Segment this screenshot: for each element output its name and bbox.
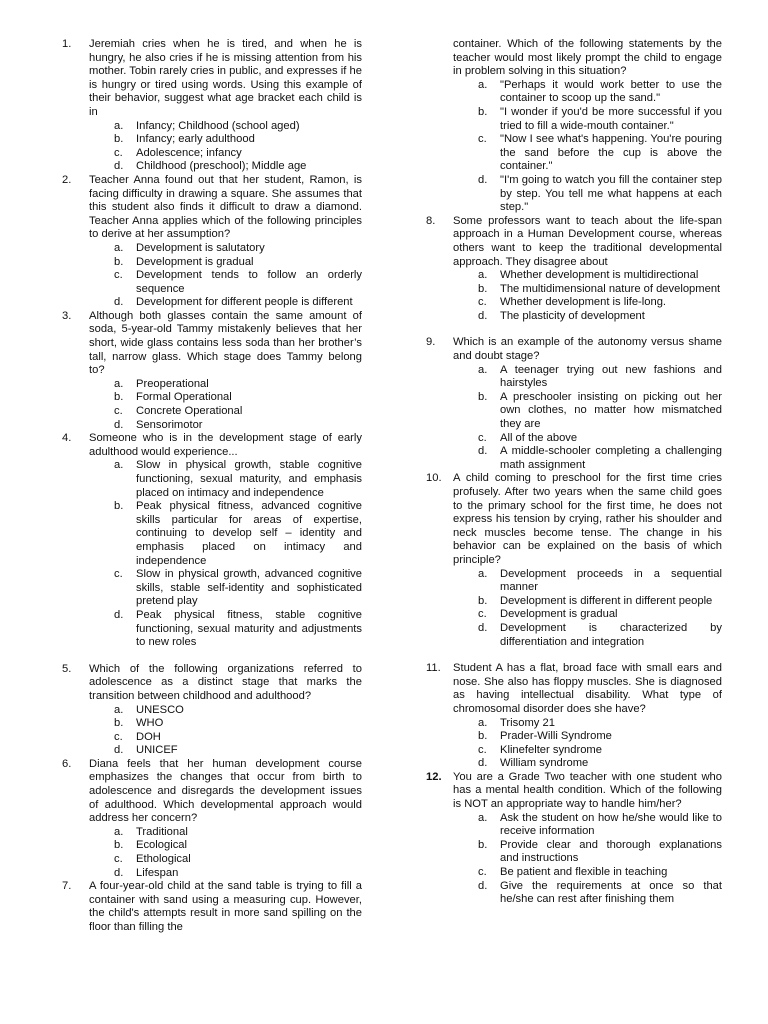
question-item bbox=[426, 662, 722, 771]
option-text: UNESCO bbox=[136, 703, 184, 716]
option-letter: d. bbox=[114, 608, 124, 621]
question-text: Which of the following organizations referred to adolescence as a distinct stage that marks the transition between childhood and adulthood? bbox=[89, 662, 362, 702]
option-letter: a. bbox=[114, 377, 124, 390]
option-text: UNICEF bbox=[136, 744, 178, 757]
option-text: Infancy; early adulthood bbox=[136, 133, 255, 146]
option-letter: d. bbox=[114, 418, 124, 431]
question-text: Someone who is in the development stage of early adulthood would experience... bbox=[89, 432, 362, 458]
option-text: Adolescence; infancy bbox=[136, 146, 242, 159]
question-body bbox=[453, 215, 722, 324]
option-text: Concrete Operational bbox=[136, 405, 243, 418]
question-text: Student A has a flat, broad face with small ears and nose. She also has floppy muscles. She is diagnosed as having intellectual disability. What type of chromosomal disorder does she have? bbox=[453, 662, 722, 715]
question-text: Diana feels that her human development course emphasizes the changes that occur from birth to adolescence and disregards the development issues of adulthood. Which developmental approach would address her concern? bbox=[89, 757, 362, 825]
option-text: Ethological bbox=[136, 853, 191, 866]
option-letter: d. bbox=[478, 879, 488, 892]
question-item bbox=[426, 38, 722, 215]
answer-option bbox=[89, 744, 362, 758]
option-letter: a. bbox=[478, 811, 488, 824]
answer-option bbox=[453, 595, 722, 609]
option-text: Traditional bbox=[136, 825, 188, 838]
answer-option bbox=[89, 731, 362, 745]
option-letter: b. bbox=[478, 105, 488, 118]
question-body bbox=[453, 336, 722, 472]
option-text: Trisomy 21 bbox=[500, 716, 555, 729]
answer-option bbox=[89, 867, 362, 881]
question-body bbox=[89, 758, 362, 880]
question-text: You are a Grade Two teacher with one student who has a mental health condition. Which of the following is NOT an appropriate way to handle him/her? bbox=[453, 770, 722, 811]
option-letter: b. bbox=[478, 594, 488, 607]
answer-option bbox=[89, 839, 362, 853]
option-text: Development for different people is different bbox=[136, 296, 353, 309]
option-letter: d. bbox=[478, 757, 488, 770]
option-letter: a. bbox=[478, 716, 488, 729]
option-text: Childhood (preschool); Middle age bbox=[136, 160, 307, 173]
question-item bbox=[62, 174, 362, 310]
answer-option bbox=[453, 432, 722, 446]
option-letter: c. bbox=[114, 269, 123, 282]
question-item bbox=[62, 758, 362, 880]
answer-option bbox=[453, 79, 722, 106]
question-item bbox=[62, 38, 362, 174]
answer-option bbox=[453, 310, 722, 324]
answer-options bbox=[453, 364, 722, 473]
option-text: Peak physical fitness, advanced cognitive skills particular for areas of expertise, continuing to develop self – identity and emphasis placed on intimacy and independence bbox=[136, 500, 362, 567]
option-text: Whether development is life-long. bbox=[500, 296, 667, 309]
answer-option bbox=[89, 296, 362, 310]
option-letter: a. bbox=[478, 567, 488, 580]
option-text: "I wonder if you'd be more successful if you tried to fill a wide-mouth container." bbox=[500, 105, 722, 132]
option-letter: a. bbox=[114, 459, 124, 472]
question-number: 6. bbox=[62, 757, 72, 770]
answer-option bbox=[453, 283, 722, 297]
option-letter: b. bbox=[114, 133, 124, 146]
option-text: Development is salutatory bbox=[136, 241, 265, 254]
answer-options bbox=[453, 812, 722, 907]
question-number: 11. bbox=[426, 662, 441, 675]
question-text: Some professors want to teach about the life-span approach in a Human Development course, whereas others want to keep the traditional developmental approach. They disagree about bbox=[453, 214, 722, 268]
question-body bbox=[89, 432, 362, 650]
option-letter: b. bbox=[478, 390, 488, 403]
option-letter: d. bbox=[114, 866, 124, 879]
option-text: "Perhaps it would work better to use the container to scoop up the sand." bbox=[500, 78, 722, 105]
question-body bbox=[89, 663, 362, 758]
answer-option bbox=[89, 120, 362, 134]
question-number bbox=[426, 38, 453, 215]
option-text: WHO bbox=[136, 717, 164, 730]
option-letter: d. bbox=[114, 160, 124, 173]
option-text: Infancy; Childhood (school aged) bbox=[136, 119, 300, 132]
answer-option bbox=[89, 147, 362, 161]
answer-option bbox=[453, 744, 722, 758]
option-text: Slow in physical growth, advanced cognitive skills, stable self-identity and sophisticated pretend play bbox=[136, 568, 362, 608]
left-column bbox=[62, 38, 362, 935]
option-letter: c. bbox=[114, 730, 123, 743]
option-text: Peak physical fitness, stable cognitive functioning, sexual maturity and adjustments to new roles bbox=[136, 608, 362, 649]
question-body bbox=[89, 310, 362, 432]
option-text: "Now I see what's happening. You're pouring the sand before the cup is above the container." bbox=[500, 133, 722, 173]
answer-options bbox=[453, 269, 722, 323]
answer-option bbox=[89, 133, 362, 147]
option-letter: c. bbox=[478, 296, 487, 309]
option-text: Development proceeds in a sequential manner bbox=[500, 567, 722, 594]
answer-option bbox=[453, 106, 722, 133]
option-letter: a. bbox=[478, 363, 488, 376]
answer-option bbox=[89, 853, 362, 867]
option-letter: d. bbox=[478, 445, 488, 458]
option-text: William syndrome bbox=[500, 757, 589, 770]
option-letter: d. bbox=[478, 309, 488, 322]
option-letter: a. bbox=[114, 119, 124, 132]
option-text: A teenager trying out new fashions and hairstyles bbox=[500, 363, 722, 390]
question-text: Jeremiah cries when he is tired, and when he is hungry, he also cries if he is missing attention from his mother. Tobin rarely cries in public, and expresses if he is hungry or tired using words. Using this example of their behavior, suggest what age bracket each child is in bbox=[89, 38, 362, 118]
answer-option bbox=[453, 568, 722, 595]
question-text: container. Which of the following statements by the teacher would most likely prompt the child to engage in problem solving in this situation? bbox=[453, 38, 722, 78]
option-text: Prader-Willi Syndrome bbox=[500, 730, 612, 743]
question-item bbox=[62, 880, 362, 934]
option-letter: c. bbox=[478, 866, 487, 879]
option-text: Preoperational bbox=[136, 377, 209, 390]
option-text: The multidimensional nature of development bbox=[500, 282, 721, 295]
answer-options bbox=[89, 704, 362, 758]
answer-option bbox=[453, 608, 722, 622]
question-text: Teacher Anna found out that her student, Ramon, is facing difficulty in drawing a square. She assumes that this student also finds it difficult to draw a diamond. Teacher Anna applies which of the following principles to derive at her assumption? bbox=[89, 173, 362, 241]
option-letter: a. bbox=[478, 78, 488, 91]
question-item bbox=[426, 771, 722, 907]
question-item bbox=[62, 663, 362, 758]
question-text: Which is an example of the autonomy versus shame and doubt stage? bbox=[453, 336, 722, 363]
answer-option bbox=[89, 256, 362, 270]
right-column bbox=[426, 38, 722, 907]
option-letter: a. bbox=[114, 703, 124, 716]
question-number: 9. bbox=[426, 336, 436, 349]
option-text: Development tends to follow an orderly sequence bbox=[136, 269, 362, 295]
question-number: 5. bbox=[62, 662, 72, 675]
answer-option bbox=[89, 242, 362, 256]
answer-option bbox=[89, 717, 362, 731]
answer-option bbox=[453, 812, 722, 839]
answer-option bbox=[453, 269, 722, 283]
answer-options bbox=[89, 378, 362, 432]
question-number: 1. bbox=[62, 38, 72, 50]
option-letter: d. bbox=[478, 621, 488, 634]
answer-option bbox=[453, 866, 722, 880]
answer-option bbox=[89, 160, 362, 174]
question-body bbox=[453, 472, 722, 649]
answer-options bbox=[89, 120, 362, 174]
option-text: Whether development is multidirectional bbox=[500, 269, 699, 282]
option-letter: b. bbox=[114, 255, 124, 268]
option-text: All of the above bbox=[500, 431, 578, 444]
option-text: Provide clear and thorough explanations and instructions bbox=[500, 838, 722, 865]
question-item bbox=[426, 215, 722, 324]
option-letter: a. bbox=[114, 241, 124, 254]
option-letter: b. bbox=[478, 730, 488, 743]
question-body bbox=[89, 38, 362, 174]
answer-option bbox=[453, 757, 722, 771]
option-text: Development is different in different people bbox=[500, 594, 713, 607]
answer-option bbox=[89, 826, 362, 840]
answer-options bbox=[89, 826, 362, 880]
option-text: Ask the student on how he/she would like to receive information bbox=[500, 811, 722, 838]
answer-options bbox=[89, 459, 362, 649]
answer-option bbox=[453, 133, 722, 174]
question-item bbox=[62, 310, 362, 432]
option-letter: c. bbox=[478, 743, 487, 756]
question-item bbox=[426, 472, 722, 649]
option-letter: b. bbox=[114, 391, 124, 404]
option-text: DOH bbox=[136, 730, 161, 743]
option-letter: b. bbox=[114, 717, 124, 730]
answer-option bbox=[89, 391, 362, 405]
question-body bbox=[89, 174, 362, 310]
question-number: 10. bbox=[426, 472, 442, 485]
answer-option bbox=[453, 717, 722, 731]
answer-option bbox=[89, 378, 362, 392]
answer-options bbox=[453, 568, 722, 650]
answer-option bbox=[89, 568, 362, 609]
question-item bbox=[62, 432, 362, 650]
option-text: A middle-schooler completing a challenging math assignment bbox=[500, 445, 722, 471]
question-text: A four-year-old child at the sand table is trying to fill a container with sand using a measuring cup. However, the child's attempts result in more sand spilling on the floor than filling the bbox=[89, 880, 362, 933]
answer-option bbox=[89, 269, 362, 296]
question-number: 3. bbox=[62, 309, 72, 322]
option-text: Klinefelter syndrome bbox=[500, 743, 602, 756]
answer-option bbox=[453, 622, 722, 649]
option-letter: d. bbox=[114, 744, 124, 757]
option-text: Development is gradual bbox=[136, 255, 254, 268]
answer-options bbox=[453, 79, 722, 215]
answer-option bbox=[89, 500, 362, 568]
option-letter: b. bbox=[114, 839, 124, 852]
answer-options bbox=[453, 717, 722, 771]
answer-option bbox=[453, 364, 722, 391]
option-letter: c. bbox=[114, 405, 123, 418]
question-body bbox=[453, 771, 722, 907]
option-text: Slow in physical growth, stable cognitive functioning, sexual maturity, and emphasis placed on intimacy and independence bbox=[136, 459, 362, 499]
answer-option bbox=[89, 704, 362, 718]
option-text: Be patient and flexible in teaching bbox=[500, 866, 668, 879]
question-text: A child coming to preschool for the first time cries profusely. After two years when the same child goes to the primary school for the first time, he does not express his tension by crying, rather his shoulder and neck muscles become tense. The change in his behavior can be explained on the basis of which principle? bbox=[453, 472, 722, 566]
option-letter: c. bbox=[114, 853, 123, 866]
answer-option bbox=[453, 445, 722, 472]
option-text: Sensorimotor bbox=[136, 418, 203, 431]
answer-option bbox=[89, 419, 362, 433]
question-number: 8. bbox=[426, 214, 436, 227]
option-letter: c. bbox=[478, 431, 487, 444]
option-letter: a. bbox=[478, 269, 488, 282]
answer-option bbox=[453, 730, 722, 744]
answer-option bbox=[453, 839, 722, 866]
answer-option bbox=[453, 174, 722, 215]
option-text: The plasticity of development bbox=[500, 309, 645, 322]
option-letter: c. bbox=[114, 568, 123, 581]
option-text: Development is gradual bbox=[500, 608, 618, 621]
option-letter: d. bbox=[114, 296, 124, 309]
question-number: 2. bbox=[62, 173, 72, 186]
option-letter: c. bbox=[478, 608, 487, 621]
answer-option bbox=[453, 391, 722, 432]
answer-option bbox=[89, 459, 362, 500]
answer-option bbox=[453, 880, 722, 907]
option-text: Ecological bbox=[136, 839, 187, 852]
answer-option bbox=[453, 296, 722, 310]
option-letter: b. bbox=[478, 282, 488, 295]
answer-options bbox=[89, 242, 362, 310]
question-body bbox=[453, 662, 722, 771]
option-letter: d. bbox=[478, 173, 488, 186]
option-letter: c. bbox=[478, 133, 487, 146]
question-text: Although both glasses contain the same amount of soda, 5-year-old Tammy mistakenly believes that her short, wide glass contains less soda than her brother’s tall, narrow glass. Which stage does Tammy belong to? bbox=[89, 309, 362, 377]
option-letter: a. bbox=[114, 825, 124, 838]
answer-option bbox=[89, 609, 362, 650]
question-number: 7. bbox=[62, 880, 72, 893]
option-text: A preschooler insisting on picking out her own clothes, no matter how mismatched they are bbox=[500, 390, 722, 431]
question-body bbox=[453, 38, 722, 215]
question-number: 4. bbox=[62, 432, 72, 445]
option-letter: c. bbox=[114, 146, 123, 159]
question-number: 12. bbox=[426, 770, 442, 783]
option-text: Give the requirements at once so that he/she can rest after finishing them bbox=[500, 879, 722, 906]
option-text: Lifespan bbox=[136, 866, 179, 879]
option-text: Development is characterized by differentiation and integration bbox=[500, 621, 722, 648]
answer-option bbox=[89, 405, 362, 419]
option-letter: b. bbox=[478, 838, 488, 851]
option-text: Formal Operational bbox=[136, 391, 232, 404]
option-letter: b. bbox=[114, 500, 124, 513]
question-item bbox=[426, 336, 722, 472]
option-text: "I'm going to watch you fill the container step by step. You tell me what happens at each step." bbox=[500, 173, 722, 214]
question-body bbox=[89, 880, 362, 934]
